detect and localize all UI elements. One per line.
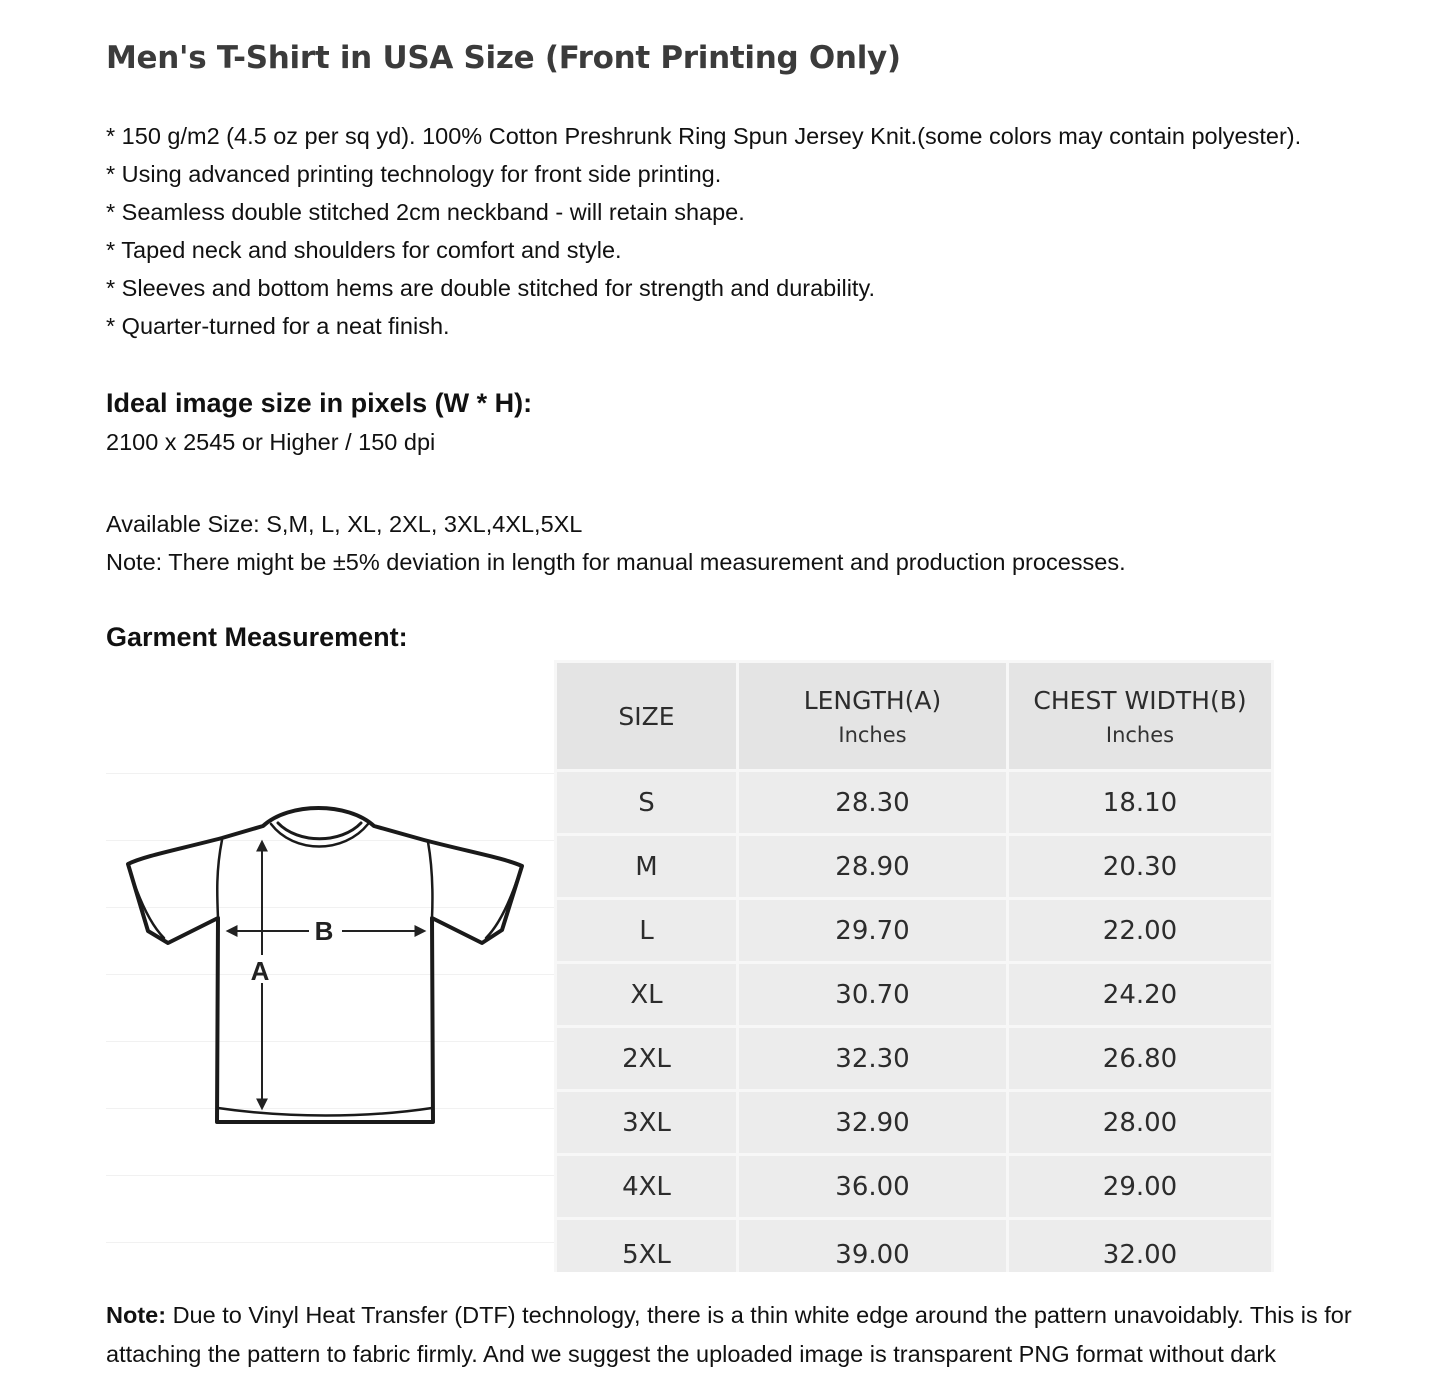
header-length: LENGTH(A) Inches xyxy=(738,662,1008,771)
cell-chest: 24.20 xyxy=(1008,963,1273,1027)
table-row xyxy=(556,899,1273,963)
footer-note-text: Due to Vinyl Heat Transfer (DTF) technology, there is a thin white edge around the pattern unavoidably. This is for attaching the pattern to fabric firmly. And we suggest the uploaded image is transparent PNG format without dark xyxy=(106,1302,1352,1367)
length-unit: Inches xyxy=(838,722,907,747)
cell-size: L xyxy=(556,899,738,963)
cell-length: 32.90 xyxy=(738,1091,1008,1155)
cell-chest: 18.10 xyxy=(1008,771,1273,835)
cell-size: XL xyxy=(556,963,738,1027)
tshirt-diagram xyxy=(106,780,554,1180)
table-header-row xyxy=(556,662,1273,771)
cell-size: 4XL xyxy=(556,1155,738,1219)
cell-length: 28.90 xyxy=(738,835,1008,899)
cell-chest: 20.30 xyxy=(1008,835,1273,899)
tshirt-outline xyxy=(128,808,522,1122)
cell-chest: 28.00 xyxy=(1008,1091,1273,1155)
cell-chest: 29.00 xyxy=(1008,1155,1273,1219)
cell-chest: 32.00 xyxy=(1008,1219,1273,1273)
chest-unit: Inches xyxy=(1105,722,1175,747)
cell-length: 30.70 xyxy=(738,963,1008,1027)
cell-length: 28.30 xyxy=(738,771,1008,835)
label-b: B xyxy=(314,916,334,946)
cell-size: S xyxy=(556,771,738,835)
feature-item: * Taped neck and shoulders for comfort and style. xyxy=(106,237,622,263)
feature-list xyxy=(106,117,1301,345)
footer-note xyxy=(106,1296,1426,1374)
table-row xyxy=(556,1091,1273,1155)
cell-length: 32.30 xyxy=(738,1027,1008,1091)
cell-size: M xyxy=(556,835,738,899)
size-chart-table xyxy=(554,660,1274,1272)
cell-size: 5XL xyxy=(556,1219,738,1273)
cell-chest: 26.80 xyxy=(1008,1027,1273,1091)
table-row xyxy=(556,1027,1273,1091)
feature-item: * Sleeves and bottom hems are double stitched for strength and durability. xyxy=(106,275,875,301)
feature-item: * Using advanced printing technology for front side printing. xyxy=(106,161,722,187)
ideal-size-value: 2100 x 2545 or Higher / 150 dpi xyxy=(106,429,436,455)
cell-size: 2XL xyxy=(556,1027,738,1091)
table-row xyxy=(556,835,1273,899)
deviation-note: Note: There might be ±5% deviation in length for manual measurement and production processes. xyxy=(106,549,1126,575)
label-a: A xyxy=(250,956,270,986)
table-row xyxy=(556,963,1273,1027)
feature-item: * Seamless double stitched 2cm neckband - will retain shape. xyxy=(106,199,745,225)
header-chest: CHEST WIDTH(B) Inches xyxy=(1008,662,1273,771)
garment-measurement-heading: Garment Measurement: xyxy=(106,622,408,652)
cell-size: 3XL xyxy=(556,1091,738,1155)
table-row xyxy=(556,1155,1273,1219)
footer-note-label: Note: xyxy=(106,1302,167,1328)
feature-item: * 150 g/m2 (4.5 oz per sq yd). 100% Cotton Preshrunk Ring Spun Jersey Knit.(some colors may contain polyester). xyxy=(106,123,1302,149)
page-title: Men's T-Shirt in USA Size (Front Printing Only) xyxy=(106,40,901,76)
cell-length: 36.00 xyxy=(738,1155,1008,1219)
cell-chest: 22.00 xyxy=(1008,899,1273,963)
available-sizes: Available Size: S,M, L, XL, 2XL, 3XL,4XL,5XL xyxy=(106,511,583,537)
availability-block xyxy=(106,505,1126,581)
cell-length: 39.00 xyxy=(738,1219,1008,1273)
header-size: SIZE xyxy=(556,662,738,771)
table-row xyxy=(556,1219,1273,1273)
ideal-size-heading: Ideal image size in pixels (W * H): xyxy=(106,388,533,418)
cell-length: 29.70 xyxy=(738,899,1008,963)
table-row xyxy=(556,771,1273,835)
feature-item: * Quarter-turned for a neat finish. xyxy=(106,313,450,339)
